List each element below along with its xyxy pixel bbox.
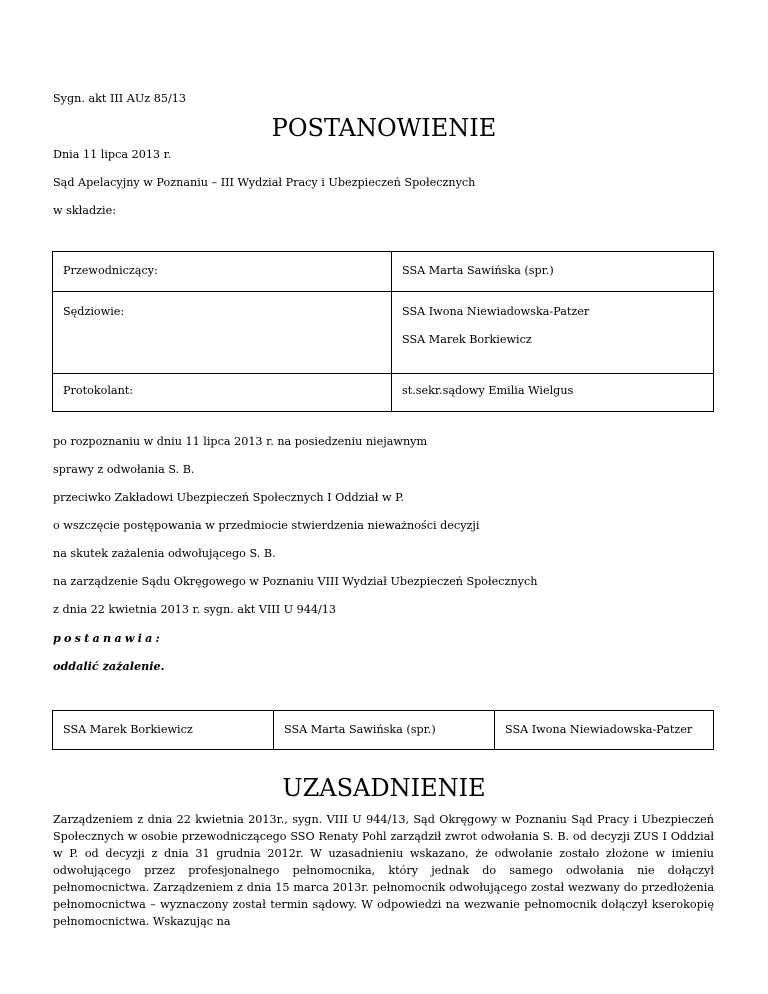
justification-paragraph: Zarządzeniem z dnia 22 kwietnia 2013r., sygn. VIII U 944/13, Sąd Okręgowy w Poznaniu Sąd Pracy i Ubezpieczeń Społecznych w osobie przewodniczącego SSO Renaty Pohl zarządził zwrot odwołania S. B. od decyzji ZUS I Oddział w P. od decyzji z dnia 31 grudnia 2012r. W uzasadnieniu wskazano, że odwołanie zostało złożone w imieniu odwołującego przez profesjonalnego pełnomocnika, który jednak do samego odwołania nie dołączył pełnomocnictwa. Zarządzeniem z dnia 15 marca 2013r. pełnomocnik odwołującego został wezwany do przedłożenia pełnomocnictwa – wyznaczony został termin sądowy. W odpowiedzi na wezwanie pełnomocnik dołączył kserokopię pełnomocnictwa. Wskazując na: [53, 813, 714, 928]
chair-label: Przewodniczący:: [53, 252, 392, 292]
date-line: Dnia 11 lipca 2013 r.: [53, 148, 172, 161]
proceedings-line: przeciwko Zakładowi Ubezpieczeń Społecznych I Oddział w P.: [53, 491, 404, 504]
signature-cell: SSA Marta Sawińska (spr.): [274, 711, 495, 750]
document-title: POSTANOWIENIE: [271, 114, 497, 142]
clerk-row: [53, 374, 714, 412]
court-line: Sąd Apelacyjny w Poznaniu – III Wydział Pracy i Ubezpieczeń Społecznych: [53, 176, 476, 189]
ruling-label: postanawia:: [53, 631, 163, 645]
judge-name: SSA Iwona Niewiadowska-Patzer: [402, 305, 590, 318]
ruling-text: oddalić zażalenie.: [53, 659, 165, 673]
chair-name: SSA Marta Sawińska (spr.): [392, 252, 714, 292]
proceedings-line: z dnia 22 kwietnia 2013 r. sygn. akt VIII U 944/13: [53, 603, 337, 616]
composition-table: [52, 251, 714, 412]
proceedings-line: na zarządzenie Sądu Okręgowego w Poznaniu VIII Wydział Ubezpieczeń Społecznych: [53, 575, 538, 588]
proceedings-line: o wszczęcie postępowania w przedmiocie stwierdzenia nieważności decyzji: [53, 519, 480, 532]
signature-cell: SSA Iwona Niewiadowska-Patzer: [495, 711, 714, 750]
judges-label: Sędziowie:: [53, 292, 392, 374]
case-signature: Sygn. akt III AUz 85/13: [53, 92, 186, 105]
justification-title: UZASADNIENIE: [282, 774, 486, 802]
signature-cell: SSA Marek Borkiewicz: [53, 711, 274, 750]
judges-row: [53, 292, 714, 374]
clerk-label: Protokolant:: [53, 374, 392, 412]
composition-intro: w składzie:: [53, 204, 116, 217]
judge-name: SSA Marek Borkiewicz: [402, 333, 532, 346]
signatures-table: [52, 710, 714, 750]
chair-row: [53, 252, 714, 292]
clerk-name: st.sekr.sądowy Emilia Wielgus: [392, 374, 714, 412]
signatures-row: [53, 711, 714, 750]
judges-names: [392, 292, 714, 374]
proceedings-line: na skutek zażalenia odwołującego S. B.: [53, 547, 276, 560]
proceedings-line: sprawy z odwołania S. B.: [53, 463, 195, 476]
proceedings-line: po rozpoznaniu w dniu 11 lipca 2013 r. na posiedzeniu niejawnym: [53, 435, 428, 448]
